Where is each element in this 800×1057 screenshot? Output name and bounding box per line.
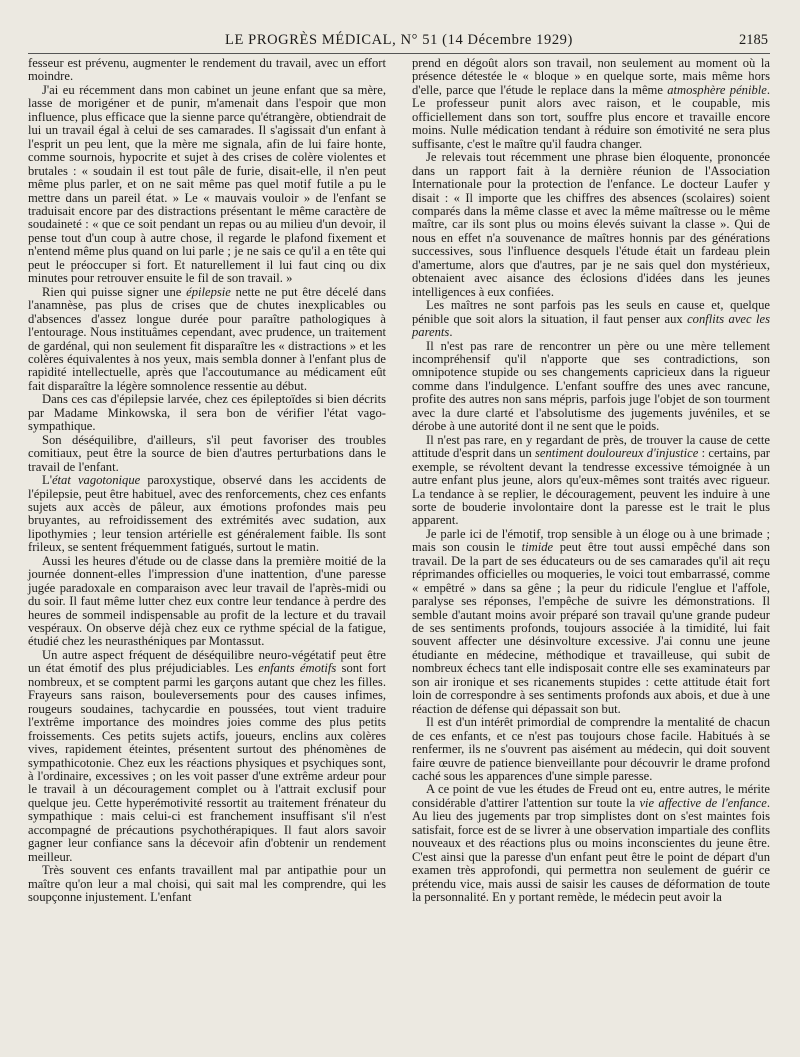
paragraph-text: sont fort nombreux, et se comptent parmi les garçons autant que chez les filles. Frayeurs sans raison, bouleversements pour des causes infimes, rougeurs soudaines, tachycardie en poussées, tout vient traduire l'extrême importance des moindres joies comme des plus petits froissements. Ces petits sujets actifs, joueurs, enclins aux colères vives, rapidement éteintes, présentent surtout des phénomènes de sympathicotonie. Chez eux les réactions physiques et psychiques sont, à l'ordinaire, excessives ; on les voit passer d'une extrême ardeur pour le travail à un découragement complet ou à l'attrait exclusif pour quelque jeu. Cette hyperémotivité ressortit au traitement frénateur du sympathique : mais celui-ci est franchement insuffisant s'il n'est accompagné de précautions psychothérapiques. Il faut alors savoir gagner leur confiance sans la décevoir afin d'obtenir un rendement meilleur.: [28, 661, 386, 864]
paragraph-text: paroxystique, observé dans les accidents de l'épilepsie, peut être habituel, avec des renforcements, chez ces enfants sujets aux accès de pâleur, aux émotions profondes mais peu bruyantes, au refroidissement des extrémités avec sudation, aux lipothymies ; leur tension artérielle est généralement faible. Ils sont frileux, se sentent fréquemment fatigués, surtout le matin.: [28, 473, 386, 555]
running-title: LE PROGRÈS MÉDICAL, N° 51 (14 Décembre 1929): [225, 32, 573, 48]
emphasis-text: vie affective de l'enfance: [639, 795, 767, 810]
paragraph-text: A ce point de vue les études de Freud ont eu, entre autres, le mérite considérable d'attirer l'attention sur toute la: [412, 782, 770, 810]
emphasis-text: épilepsie: [186, 284, 231, 299]
right-column: [412, 57, 770, 905]
paragraph-text: . Le professeur punit alors avec raison, et le coupable, mis officiellement dans son tort, souffre plus encore et travaille encore moins. Nulle médication tendant à réduire son émotivité ne sera plus suffisante, c'est le maître qu'il faudra changer.: [412, 82, 771, 151]
paragraph-text: Je relevais tout récemment une phrase bien éloquente, prononcée dans un rapport fait à la dernière réunion de l'Association Internationale pour la protection de l'enfance. Le docteur Laufer y disait : « Il importe que les chiffres des absences (scolaires) soient comparés dans la même classe et avec la même maîtresse ou le même maître, car ils sont plus ou moins élevés suivant la classe ». Qui de nous en effet n'a souvenance de maîtres honnis par des générations successives, sous l'influence desquels l'étude était un fardeau plein d'amertume, alors que d'autres, par je ne sais quel don mystérieux, obtenaient avec aisance des éclosions d'idées dans les jeunes intelligences à eux confiées.: [412, 150, 770, 299]
paragraph-text: Il n'est pas rare, en y regardant de près, de trouver la cause de cette attitude d'esprit dans un: [412, 432, 770, 461]
paragraph: [28, 474, 386, 555]
page-header: [28, 31, 770, 54]
paragraph-text: . Au lieu des jugements par trop simplistes dont on s'est maintes fois satisfait, force est de se livrer à une observation impartiale des conflits nouveaux et des réactions plus ou moins inconscientes du jeune être. C'est ainsi que la paresse d'un enfant peut être le point de départ d'un examen très approfondi, qui permettra non seulement de guérir ce prétendu vice, mais aussi de saisir les causes de déformation de toute la personnalité. En y portant remède, le médecin peut avoir la: [412, 795, 770, 905]
paragraph: [28, 84, 386, 286]
emphasis-text: timide: [521, 540, 554, 555]
paragraph-text: Les maîtres ne sont parfois pas les seuls en cause et, quelque pénible que soit alors la situation, il faut penser aux: [412, 298, 770, 326]
emphasis-text: enfants émotifs: [258, 661, 337, 676]
paragraph: [412, 340, 770, 434]
paragraph: [412, 299, 770, 339]
emphasis-text: sentiment douloureux d'injustice: [535, 446, 699, 461]
paragraph-text: fesseur est prévenu, augmenter le rendement du travail, avec un effort moindre.: [28, 56, 386, 84]
paragraph: [28, 286, 386, 394]
paragraph: [412, 783, 770, 904]
paragraph: [412, 528, 770, 716]
emphasis-text: état vagotonique: [51, 473, 141, 488]
paragraph-text: Il est d'un intérêt primordial de comprendre la mentalité de chacun de ces enfants, et ce n'est pas toujours chose facile. Habitués à se renfermer, ils ne s'ouvrent pas aisément au médecin, qui doit souvent faire œuvre de patience bienveillante pour découvrir le drame profond caché sous les apparences d'une simple paresse.: [412, 715, 770, 784]
paragraph-text: Rien qui puisse signer une: [42, 284, 187, 299]
paragraph: [28, 434, 386, 474]
left-column: [28, 57, 386, 905]
paragraph-text: prend en dégoût alors son travail, non seulement au moment où la présence détestée le « bloque » en quelque sorte, mais même hors d'elle, parce que l'étude le replace dans la même: [412, 56, 770, 97]
paragraph: [28, 649, 386, 864]
paragraph-text: : certains, par exemple, se révoltent devant la tendresse excessive témoignée à un autre enfant plus jeune, alors qu'eux-mêmes sont traités avec rigueur. La tendance à se replier, le découragement, peuvent les induire à une sorte de bouderie involontaire dont la paresse est le trait le plus apparent.: [412, 446, 770, 528]
paragraph: [412, 716, 770, 783]
paragraph-text: .: [449, 325, 453, 340]
paragraph: [412, 434, 770, 528]
page-number: 2185: [739, 32, 768, 48]
paragraph-text: nette ne put être décelé dans l'anamnèse, pas plus de crises que de chutes inexplicables ou d'absences d'assez longue durée pour paraître pathologiques à l'entourage. Nous instituâmes cependant, avec prudence, un traitement de gardénal, qui non seulement fit disparaître les « distractions » et les colères équivalentes à nos yeux, mais sembla donner à l'enfant plus de rapidité intellectuelle, après que l'accoutumance au médicament eût fait disparaître la légère somnolence ressentie au début.: [28, 284, 386, 393]
paragraph: [28, 393, 386, 433]
paragraph-text: peut être tout aussi empêché dans son travail. De la part de ses éducateurs ou de ses camarades qu'il ait reçu réprimandes officielles ou moqueries, le voici tout embarrassé, comme « empêtré » dans sa gêne ; la peur du ridicule l'englue et l'affole, paralyse ses réponses, l'empêche de suivre les démonstrations. Il semble d'autant moins avoir préparé son travail qu'une grande pudeur de ses sentiments profonds, toujours associée à la timidité, lui fait souvent affecter une désinvolture excessive. J'ai connu une jeune étudiante en médecine, méthodique et travailleuse, qui subit de nombreux échecs tant elle indisposait contre elle ses examinateurs par son air ironique et ses ricanements stupides : cette attitude était fort loin de correspondre à ses sentiments profonds aux abois, et due à une réaction de défense qui dépassait son but.: [412, 540, 771, 716]
paragraph: [412, 57, 770, 151]
paragraph-text: Dans ces cas d'épilepsie larvée, chez ces épileptoïdes si bien décrits par Madame Minkowska, il sera bon de vérifier l'état vago-sympathique.: [28, 392, 386, 434]
paragraph-text: Je parle ici de l'émotif, trop sensible à un éloge ou à une brimade ; mais son cousin le: [412, 526, 770, 555]
paragraph-text: Il n'est pas rare de rencontrer un père ou une mère tellement incompréhensif qu'il n'apporte que ses contradictions, son omnipotence stupide ou ses changements capricieux dans la rigueur comme dans l'indulgence. L'enfant souffre des unes avec rancune, profite des autres non sans mépris, parfois juge l'objet de son tourment avec la dure clarté et l'absolutisme des jugements juvéniles, et se dérobe à une autorité dont il ne sent que le poids.: [412, 338, 770, 434]
paragraph-text: J'ai eu récemment dans mon cabinet un jeune enfant que sa mère, lasse de morigéner et de punir, m'amenait dans l'espoir que mon influence, plus efficace que la sienne parce qu'étrangère, obtiendrait de lui un travail égal à celui de ses camarades. Il s'agissait d'un enfant à l'esprit un peu lent, que la mère me signala, afin de lui faire honte, comme sournois, hypocrite et sujet à des crises de colère violentes et brutales : « soudain il est tout pâle de furie, disait-elle, il n'en peut même plus parler, et on ne sait même pas quel motif futile a pu le mettre dans un pareil état. » Le « mauvais vouloir » de l'enfant se traduisait encore par des distractions présentant le même caractère de soudaineté : « que ce soit pendant un repas ou au milieu d'un devoir, il pense tout d'un coup à autre chose, il regarde le plafond fixement et n'entend même plus quand on lui parle ; je ne sais ce qu'il a en tête qui peut le préoccuper si fort. Et naturellement il lui faut cinq ou dix minutes pour retrouver ensuite le fil de son travail. »: [28, 82, 386, 286]
paragraph-text: Son déséquilibre, d'ailleurs, s'il peut favoriser des troubles comitiaux, peut être la source de bien d'autres perturbations dans le travail de l'enfant.: [28, 432, 386, 474]
paragraph: [28, 864, 386, 904]
text-columns: [28, 57, 770, 905]
emphasis-text: conflits avec les parents: [412, 311, 770, 340]
paragraph-text: L': [42, 473, 52, 488]
paragraph: [28, 57, 386, 84]
paragraph-text: Très souvent ces enfants travaillent mal par antipathie pour un maître qu'on leur a mal choisi, qui sait mal les comprendre, qui les soupçonne injustement. L'enfant: [28, 863, 386, 905]
paragraph-text: Un autre aspect fréquent de déséquilibre neuro-végétatif peut être un état émotif des plus préjudiciables. Les: [28, 647, 386, 676]
paragraph: [28, 555, 386, 649]
paragraph: [412, 151, 770, 299]
paragraph-text: Aussi les heures d'étude ou de classe dans la première moitié de la journée donnent-elles l'impression d'une inattention, d'une paresse jugée paradoxale en comparaison avec leur travail de l'après-midi ou du soir. Il faut même lutter chez eux contre leur tendance à perdre des heures de sommeil indispensable au profit de la lecture et du travail vespéraux. On observe déjà chez eux ce rythme spécial de la fatigue, étudié chez les neurasthéniques par Montassut.: [28, 553, 386, 649]
emphasis-text: atmosphère pénible: [667, 82, 767, 97]
